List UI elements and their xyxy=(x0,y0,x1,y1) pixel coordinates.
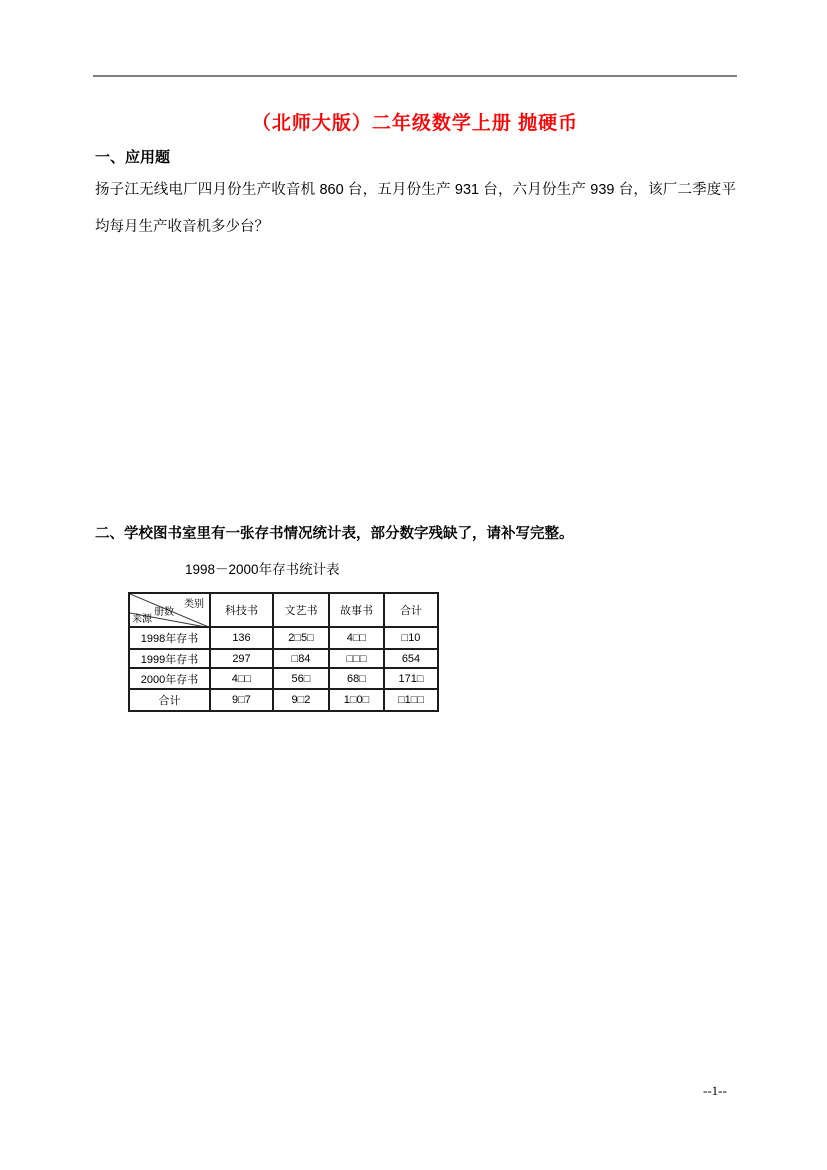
cell-2000-science: 4□□ xyxy=(210,668,273,689)
page-number: --1-- xyxy=(703,1083,727,1098)
cell-total-science: 9□7 xyxy=(210,689,273,711)
cell-2000-story: 68□ xyxy=(329,668,384,689)
section1-problem-text: 扬子江无线电厂四月份生产收音机 860 台，五月份生产 931 台，六月份生产 939 台，该厂二季度平均每月生产收音机多少台？ xyxy=(95,182,736,235)
table-row xyxy=(129,668,438,689)
table-row xyxy=(129,649,438,668)
cell-total-total: □1□□ xyxy=(384,689,438,711)
cell-1998-literature: 2□5□ xyxy=(273,627,329,649)
book-stats-table xyxy=(128,592,439,712)
table-row xyxy=(129,689,438,711)
row-label-total: 合计 xyxy=(129,689,210,711)
column-header-science: 科技书 xyxy=(210,593,273,627)
diagonal-corner-cell xyxy=(129,593,210,627)
page-title: （北师大版）二年级数学上册 抛硬币 xyxy=(251,113,579,134)
cell-1998-total: □10 xyxy=(384,627,438,649)
cell-1998-science: 136 xyxy=(210,627,273,649)
corner-label-category: 类别 xyxy=(184,599,204,610)
column-header-literature: 文艺书 xyxy=(273,593,329,627)
cell-1998-story: 4□□ xyxy=(329,627,384,649)
table-row xyxy=(129,627,438,649)
cell-1999-story: □□□ xyxy=(329,649,384,668)
section2-heading: 二、学校图书室里有一张存书情况统计表，部分数字残缺了，请补写完整。 xyxy=(95,526,574,542)
cell-2000-total: 171□ xyxy=(384,668,438,689)
header-divider xyxy=(93,75,737,77)
cell-1999-science: 297 xyxy=(210,649,273,668)
cell-total-literature: 9□2 xyxy=(273,689,329,711)
row-label-1998: 1998年存书 xyxy=(129,627,210,649)
section1-heading: 一、应用题 xyxy=(95,149,171,166)
column-header-total: 合计 xyxy=(384,593,438,627)
cell-total-story: 1□0□ xyxy=(329,689,384,711)
column-header-story: 故事书 xyxy=(329,593,384,627)
cell-1999-literature: □84 xyxy=(273,649,329,668)
cell-1999-total: 654 xyxy=(384,649,438,668)
corner-label-source: 来源 xyxy=(132,614,152,625)
table-header-row xyxy=(129,593,438,627)
corner-label-count: 册数 xyxy=(154,607,174,618)
row-label-2000: 2000年存书 xyxy=(129,668,210,689)
cell-2000-literature: 56□ xyxy=(273,668,329,689)
row-label-1999: 1999年存书 xyxy=(129,649,210,668)
table-caption: 1998－2000年存书统计表 xyxy=(185,562,340,577)
